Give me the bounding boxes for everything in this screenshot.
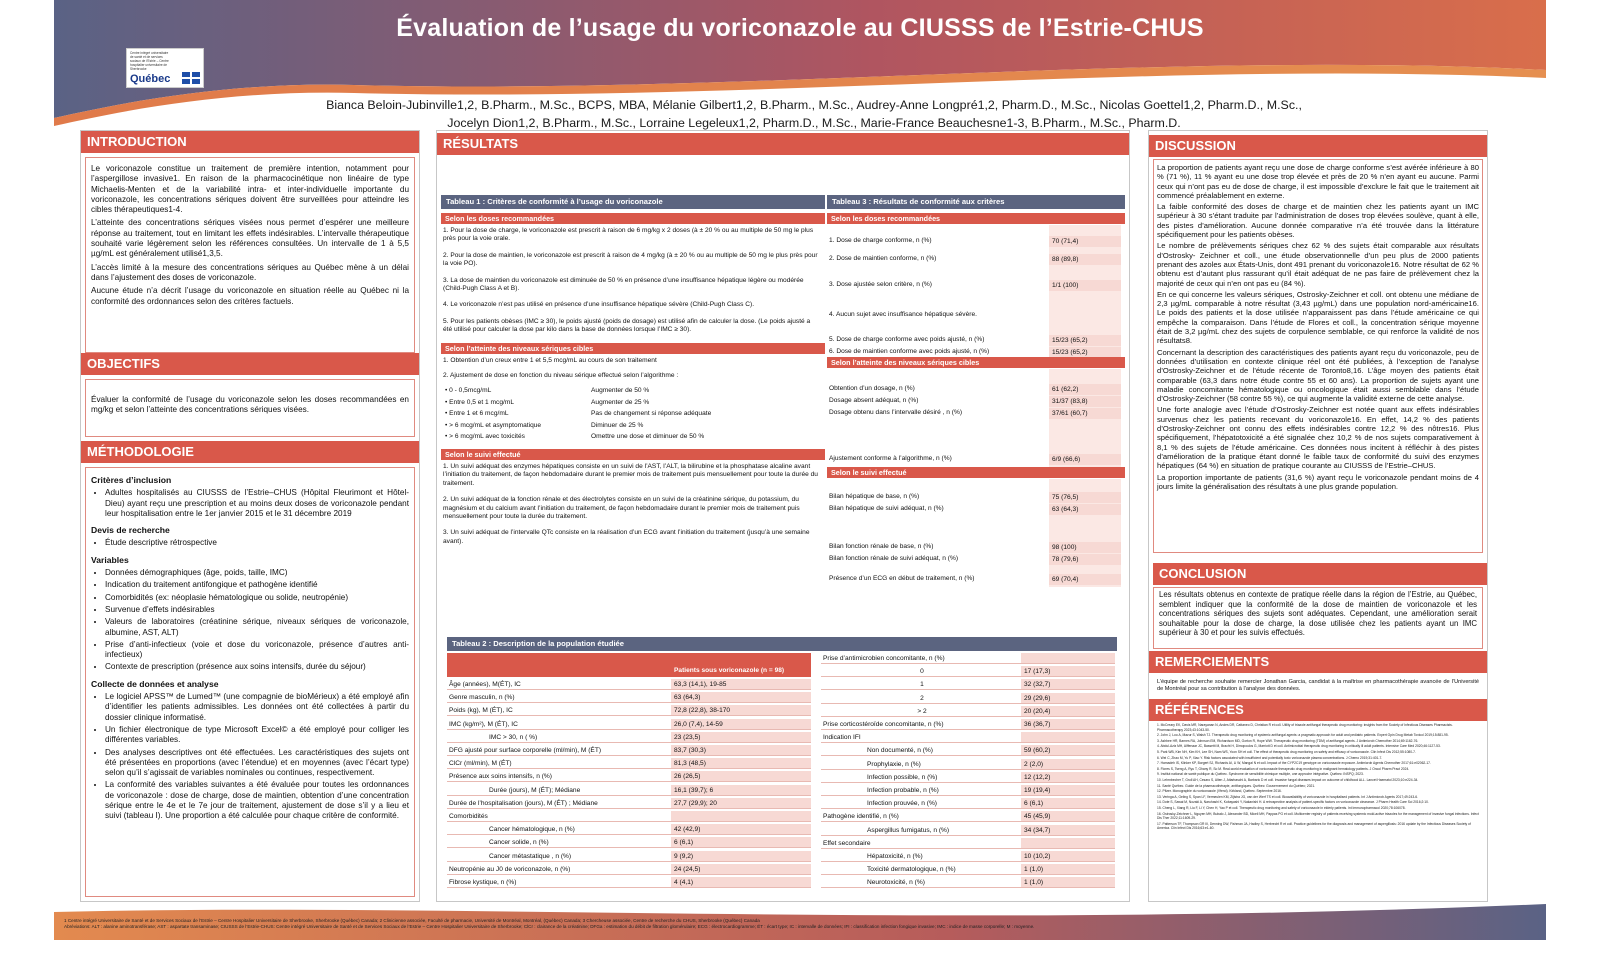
authors [234, 96, 1394, 132]
method-list-item: • Contexte de prescription (présence aux soins intensifs, durée du séjour) [105, 662, 409, 672]
table2-row [447, 732, 811, 743]
table1-criterion: 5. Pour les patients obèses (IMC ≥ 30), le poids ajusté (poids de dosage) est utilisé afin de calculer la dose. (Le poids ajusté a été utilisé pour calculer la dose par kilo dans la base de données lorsque l’IMC ≥ 30). [443, 317, 811, 334]
table2-row [447, 811, 811, 822]
table2-title: Tableau 2 : Description de la population étudiée [447, 637, 1117, 651]
references-list [1157, 723, 1479, 832]
conclusion-body: Les résultats obtenus en contexte de pratique réelle dans la région de l’Estrie, au Québec, semblent indiquer que la conformité de la dose de maintien de voriconazole et les concentrations sériques des sujets sont adéquates. Cependant, une amélioration serait souhaitable pour la dose de charge, la dose utilisée chez les patients ayant un IMC supérieur à 30 et pour les suivis effectués. [1159, 590, 1477, 638]
table3-row-value: 31/37 (83,8) [1049, 396, 1121, 407]
table2-row [821, 666, 1115, 677]
table2-row-label: Hépatoxicité, n (%) [821, 851, 1021, 862]
table3-row-label: Dosage obtenu dans l’intervalle désiré , n (%) [829, 409, 963, 416]
table2-row-label: Infection possible, n (%) [821, 772, 1021, 783]
table2-row-value: 20 (20,4) [1021, 706, 1115, 717]
objectifs-heading: OBJECTIFS [81, 353, 419, 375]
table2-row [447, 719, 811, 730]
references-heading: RÉFÉRENCES [1149, 699, 1487, 721]
logo-brand: Québec [130, 73, 171, 85]
table2-row-value: 10 (10,2) [1021, 851, 1115, 862]
table2-row-label: Indication IFI [821, 732, 1021, 743]
table2-row-value: 83,7 (30,3) [671, 745, 811, 756]
algorithm-range: • 0 - 0,5mcg/mL [445, 387, 492, 395]
method-list-item: • Un fichier électronique de type Microsoft Excel© a été employé pour colliger les différentes variables. [105, 725, 409, 746]
table3-row-value: 88 (89,8) [1049, 254, 1121, 265]
table1-section-heading: Selon l’atteinte des niveaux sériques cibles [441, 343, 825, 354]
method-list [91, 692, 409, 822]
discussion-paragraph: La proportion de patients ayant reçu une dose de charge conforme s’est avérée inférieure à 80 % (71 %), 11 % ayant eu une dose trop élevée et près de 20 % n’en ayant eu aucune. Parmi ceux qui n’ont pas eu de dose de charge, il est impossible d’exclure le fait que le traitement ait commencé préalablement en externe. [1157, 163, 1479, 200]
table3-title: Tableau 3 : Résultats de conformité aux critères [827, 195, 1125, 209]
poster-title: Évaluation de l’usage du voriconazole au CIUSSS de l’Estrie-CHUS [396, 14, 1204, 42]
poster-footer [54, 900, 1546, 940]
table2-row-label: 1 [821, 679, 1021, 690]
table3-row-value: 61 (62,2) [1049, 384, 1121, 395]
table2-row-value: 1 (1,0) [1021, 864, 1115, 875]
table2-row-value: 19 (19,4) [1021, 785, 1115, 796]
table2-row-value: 42 (42,9) [671, 824, 811, 835]
table2-row-label: Fibrose kystique, n (%) [447, 877, 671, 888]
method-subheading: Critères d’inclusion [91, 475, 172, 485]
table2-row-value: 6 (6,1) [671, 837, 811, 848]
discussion-heading: DISCUSSION [1149, 135, 1487, 157]
table2-row-label: Effet secondaire [821, 838, 1021, 849]
table2-row-label: Infection probable, n (%) [821, 785, 1021, 796]
table2-row-value: 72,8 (22,8), 38-170 [671, 705, 811, 716]
method-list-item: • Indication du traitement antifongique et pathogène identifié [105, 580, 409, 590]
table2-row-value [1021, 838, 1115, 849]
table3-row-label: 4. Aucun sujet avec insuffisance hépatique sévère. [829, 311, 977, 318]
table3-section-heading: Selon l’atteinte des niveaux sériques cibles [827, 357, 1125, 368]
method-list-item: • Étude descriptive rétrospective [105, 538, 409, 548]
method-list [91, 538, 409, 548]
reference-item: 1. McCreary EK, Davis MR, Narayanan N, Andes DR, Cattaneo D, Christian R et coll. Utility of triazole antifungal therapeutic drug monitoring: insights from the Society of Infectious Diseases Pharmacists. Pharmacotherapy 2023;43:1043-50. [1157, 723, 1453, 732]
table1-criterion: 2. Ajustement de dose en fonction du niveau sérique effectué selon l’algorithme : [443, 372, 679, 379]
reference-item: 15. Cheng L, Xiang R, Liu F, Li Y, Chen H, Yao P et coll. Therapeutic drug monitoring and safety of voriconazole in elderly patients. Int Immunopharmacol 2020;78:106078. [1157, 805, 1406, 810]
table2-row [447, 864, 811, 875]
table3-section-heading: Selon les doses recommandées [827, 213, 1125, 224]
table2-row-label: Cancer solide, n (%) [447, 837, 671, 848]
algorithm-action: Pas de changement si réponse adéquate [591, 410, 712, 418]
table1-criterion: 2. Pour la dose de maintien, le voriconazole est prescrit à raison de 4 mg/kg (à ± 20 % ou au multiple de 50 mg le plus près pour la voie PO). [443, 251, 818, 268]
table2-row-value: 23 (23,5) [671, 732, 811, 743]
table2-row-value: 81,3 (48,5) [671, 758, 811, 769]
table3-row-value: 15/23 (65,2) [1049, 347, 1121, 358]
reference-item: 12. Pfizer. Monographie du voriconazole (Vfend). Kirkland, Québec. Septembre 2016. [1157, 789, 1282, 794]
discussion-paragraph: En ce qui concerne les valeurs sériques, Ostrosky-Zeichner et coll. ont obtenu une médiane de 2,3 µg/mL comparable à notre résultat (3,43 µg/mL) dans une population nord-américaine16. Le poids des patients et la dose utilisée n’apparaissent pas dans l’étude américaine ce qui empêche la comparaison. Dans l’étude de Flores et coll., la concentration sérique moyenne était de 3,2 µg/mL chez des sujets de corpulence semblable, ce qui renforce la validité de nos résultats8. [1157, 289, 1479, 346]
table2-row-value: 26,0 (7,4), 14-59 [671, 719, 811, 730]
table2-row-value: 26 (26,5) [671, 771, 811, 782]
algorithm-range: • > 6 mcg/mL avec toxicités [445, 433, 525, 441]
discussion-paragraph: La proportion importante de patients (31,6 %) ayant reçu le voriconazole pendant moins de 4 jours limite la généralisation des résultats à une plus grande population. [1157, 472, 1479, 491]
table2-row-value: 12 (12,2) [1021, 772, 1115, 783]
methodologie-body [91, 469, 409, 825]
table2-row-label: Présence aux soins intensifs, n (%) [447, 771, 671, 782]
reference-item: 8. Flores S, Tseng A, Ryu T, Ghany R, So M. Real-world evaluation of voriconazole therapeutic drug monitoring in malignant hematology patients. J Oncol Pharm Pract 2024. [1157, 766, 1410, 771]
table3-row-value: 6/9 (66,6) [1049, 454, 1121, 465]
resultats-heading: RÉSULTATS [437, 133, 1129, 155]
table1-criterion: 1. Un suivi adéquat des enzymes hépatiques consiste en un suivi de l’AST, l’ALT, la bilirubine et la phosphatase alcaline avant l’initiation du traitement, de façon hebdomadaire durant le premier mois de traitement puis mensuellement pour toute la durée du traitement. [443, 462, 818, 487]
authors-line-2: Jocelyn Dion1,2, B.Pharm., M.Sc., Lorraine Legeleux1,2, Pharm.D., M.Sc., Marie-France Beauchesne1-3, B.Pharm., M.Sc., Pharm.D. [447, 116, 1181, 130]
table1-criterion: 4. Le voriconazole n’est pas utilisé en présence d’une insuffisance hépatique sévère (Child-Pugh Class C). [443, 301, 755, 309]
reference-item: 16. Ostrosky-Zeichner L, Nguyen MH, Bubalo J, Alexander BD, Miceli MH, Pappas PG et coll. Multicenter registry of patients receiving systemic mold-active triazoles for the management of invasive fungal infections. Infect Dis Ther 2022;11:1609-29. [1157, 811, 1479, 821]
reference-item: 6. Wei C, Zhao M, Yu P, Xiao Y. Risk factors associated with insufficient and potentially toxic voriconazole plasma concentrations. J Chemo 2019;31:401-7. [1157, 755, 1383, 760]
table3-row-label: Présence d’un ECG en début de traitement, n (%) [829, 575, 975, 582]
table2-row-value: 9 (9,2) [671, 851, 811, 862]
table2-row-value: 2 (2,0) [1021, 759, 1115, 770]
footer-affiliations: 1 Centre intégré Universitaire de Santé et de Services Sociaux de l’Estrie – Centre Hospitalier Universitaire de Sherbrooke, Sherbrooke (Québec) Canada; 2 Clinicienne associée, Faculté de pharmacie, Université de Montréal, Montréal, (Québec) Canada; 3 Chercheuse associée, Centre de recherche du CHUS, Sherbrooke (Québec) Canada [64, 918, 760, 923]
discussion-paragraph: Le nombre de prélèvements sériques chez 62 % des sujets était comparable aux résultats d’Ostrosky- Zeichner et coll., une étude observationnelle d’un peu plus de 2000 patients prenant des azoles aux États-Unis, dont 491 prenant du voriconazole16. Notre résultat de 62 % obtenu est d’autant plus rassurant qu’il était adéquat de ne pas faire de prélèvement chez la majorité de ceux qui n’en ont pas eu (84 %). [1157, 241, 1479, 288]
table1-criterion: 3. La dose de maintien du voriconazole est diminuée de 50 % en présence d’une insuffisance hépatique légère ou modérée (Child-Pugh Class A et B). [443, 276, 804, 292]
reference-item: 2. John J, Loo A, Mazur S, Walsh TJ. Therapeutic drug monitoring of systemic antifungal agents: a pragmatic approach for adult and pediatric patients. Expert Opin Drug Metab Toxicol 2019;15:881-95. [1157, 733, 1449, 738]
table2-row-label: Prise d’antimicrobien concomitante, n (%) [821, 653, 1021, 664]
table3-row-value: 63 (64,3) [1049, 504, 1121, 515]
table3-row-value: 75 (76,5) [1049, 492, 1121, 503]
logo-fine-print: Centre intégré universitaire de santé et de services sociaux de l’Estrie – Centre hospitalier universitaire de Sherbrooke [130, 51, 169, 71]
authors-line-1: Bianca Beloin-Jubinville1,2, B.Pharm., M.Sc., BCPS, MBA, Mélanie Gilbert1,2, B.Pharm., M.Sc., Audrey-Anne Longpré1,2, Pharm.D., M.Sc., Nicolas Goettel1,2, Pharm.D., M.Sc., [326, 98, 1302, 112]
results-column [436, 130, 1130, 902]
table3-row-label: Dosage absent adéquat, n (%) [829, 397, 919, 404]
table2-row [821, 785, 1115, 796]
reference-item: 17. Patterson TF, Thompson GR III, Denning DW, Fishman JA, Hadley S, Herbrecht R et coll. Practice guidelines for the diagnosis and management of aspergillosis: 2016 update by the Infectious Diseases Society of America. Clin Infect Dis 2016;63:e1-60. [1157, 821, 1471, 831]
algorithm-range: • Entre 1 et 6 mcg/mL [445, 410, 509, 418]
algorithm-action: Augmenter de 25 % [591, 398, 650, 406]
introduction-heading: INTRODUCTION [81, 131, 419, 153]
table2-row-label: Neutropénie au J0 de voriconazole, n (%) [447, 864, 671, 875]
table1-section-heading: Selon le suivi effectué [441, 449, 825, 460]
table2-row-label: IMC > 30, n ( %) [447, 732, 671, 743]
table2-row [821, 864, 1115, 875]
table2-row-value: 32 (32,7) [1021, 679, 1115, 690]
table2-row-label: Durée (jours), M (ÉT); Médiane [447, 785, 671, 796]
footer-text [64, 918, 1244, 930]
reference-item: 7. Hamadeh IS, Klinker KP, Borgert SJ, Richards AI, Li W, Mangal N et coll. Impact of the CYP2C19 genotype on voriconazole exposure. Antimicrob Agents Chemother 2017;61:e02062-17. [1157, 761, 1431, 766]
algorithm-action: Augmenter de 50 % [591, 387, 650, 395]
table2-row [821, 693, 1115, 704]
method-list-item: • Prise d’anti-infectieux (voie et dose du voriconazole, présence d’autres anti-infectieux) [105, 640, 409, 661]
table3-row-label: Bilan fonction rénale de base, n (%) [829, 543, 934, 550]
table2-row-label: Durée de l’hospitalisation (jours), M (ÉT) ; Médiane [447, 798, 671, 809]
table2-row-value: 24 (24,5) [671, 864, 811, 875]
table3-row-label: Ajustement conforme à l’algorithme, n (%) [829, 455, 952, 462]
table2-row [821, 877, 1115, 888]
table3-row-label: 3. Dose ajustée selon critère, n (%) [829, 281, 932, 288]
table2-row [447, 785, 811, 796]
table2-header-blank [447, 653, 671, 677]
table2-row [821, 706, 1115, 717]
table2-row-label: Infection prouvée, n (%) [821, 798, 1021, 809]
remerciements-heading: REMERCIEMENTS [1149, 651, 1487, 673]
introduction-paragraph: Aucune étude n’a décrit l’usage du voriconazole en situation réelle au Québec ni la conformité des ordonnances selon des critères factuels. [91, 286, 409, 306]
table1-title: Tableau 1 : Critères de conformité à l’usage du voriconazole [441, 195, 825, 209]
reference-item: 9. Institut national de santé publique du Québec. Syndrome de sensibilité chimique multiple, une approche intégrative. Québec: INSPQ; 2023. [1157, 772, 1364, 777]
table2-row-label: Toxicité dermatologique, n (%) [821, 864, 1021, 875]
table2-row [821, 798, 1115, 809]
table2-row [821, 653, 1115, 664]
table2-row-label: DFG ajusté pour surface corporelle (ml/min), M (ÉT) [447, 745, 671, 756]
table2-row-value: 29 (29,6) [1021, 693, 1115, 704]
table2-row [447, 837, 811, 848]
table2-row-label: ClCr (ml/min), M (ÉT) [447, 758, 671, 769]
method-subheading: Variables [91, 554, 129, 565]
table2-row-value [1021, 732, 1115, 743]
table2-row [821, 745, 1115, 756]
table2-row [447, 771, 811, 782]
table3-row-label: Bilan fonction rénale de suivi adéquat, n (%) [829, 555, 959, 562]
table2-row-value: 27,7 (29,9); 20 [671, 798, 811, 809]
algorithm-range: • Entre 0,5 et 1 mcg/mL [445, 398, 515, 406]
introduction-paragraph: L’atteinte des concentrations sériques visées nous permet d’espérer une meilleure réponse au traitement, tout en limitant les effets indésirables. L’intervalle thérapeutique souhaité varie légèrement selon les références consultées. Un intervalle de 1 à 5,5 µg/mL est généralement utilisé1,3,5. [91, 218, 409, 259]
table2-row [821, 679, 1115, 690]
table2-row-label: Aspergillus fumigatus, n (%) [821, 825, 1021, 836]
table2-row-value [1021, 653, 1115, 664]
method-list-item: • Le logiciel APSS™ de Lumed™ (une compagnie de bioMérieux) a été employé afin d’identifier les patients admissibles. Les données ont été collectées à partir du dossier clinique informatisé. [105, 692, 409, 723]
table3-row-value: 37/61 (60,7) [1049, 408, 1121, 419]
table2-row-label: 2 [821, 693, 1021, 704]
introduction-paragraph: Le voriconazole constitue un traitement de première intention, notamment pour l’aspergillose invasive1. En raison de la pharmacocinétique non linéaire de type Michaelis-Menten et de la variabilité intra- et inter-individuelle importante du voriconazole, les concentrations sériques doivent être surveillées pour atteindre les cibles thérapeutiques1-4. [91, 164, 409, 215]
remerciements-body: L’équipe de recherche souhaite remercier Jonathan Garcia, candidat à la maîtrise en pharmacothérapie avancée de l’Université de Montréal pour sa contribution à l’analyse des données. [1157, 679, 1479, 692]
table3-row-value: 15/23 (65,2) [1049, 335, 1121, 346]
table2-row [821, 811, 1115, 822]
method-list [91, 488, 409, 519]
method-list-item: • Survenue d’effets indésirables [105, 605, 409, 615]
conclusion-heading: CONCLUSION [1153, 563, 1487, 585]
algorithm-range: • > 6 mcg/mL et asymptomatique [445, 421, 542, 429]
table3-row-label: 1. Dose de charge conforme, n (%) [829, 237, 932, 244]
algorithm-action: Diminuer de 25 % [591, 421, 644, 429]
table3-row-label: 6. Dose de maintien conforme avec poids ajusté, n (%) [829, 348, 990, 355]
discussion-paragraph: La faible conformité des doses de charge et de maintien chez les patients ayant un IMC supérieur à 30 s’étant traduite par l’administration de doses trop élevées soulève, quant à elle, des pistes d’amélioration. Aucune donnée comparative n’a été trouvée dans la littérature spécifiquement pour les patients obèses. [1157, 202, 1479, 240]
table2-row-value: 6 (6,1) [1021, 798, 1115, 809]
table2-row [447, 745, 811, 756]
table2-row-label: Comorbidités [447, 811, 671, 822]
table2-row [447, 877, 811, 888]
table2-row-label: Poids (kg), M (ÉT), IC [447, 705, 671, 716]
table3-row-value: 70 (71,4) [1049, 236, 1121, 247]
table2-row [447, 679, 811, 690]
table2-row [447, 851, 811, 862]
table2-row-label: Prise corticostéroïde concomitante, n (%) [821, 719, 1021, 730]
table3-row-label: Obtention d’un dosage, n (%) [829, 385, 915, 392]
method-subheading: Collecte de données et analyse [91, 678, 219, 689]
table2-row-value: 59 (60,2) [1021, 745, 1115, 756]
quebec-flag-icon [182, 72, 200, 84]
table2-row [447, 692, 811, 703]
table2-row-label: Non documenté, n (%) [821, 745, 1021, 756]
algorithm-action: Omettre une dose et diminuer de 50 % [591, 433, 705, 441]
table1-criterion: 2. Un suivi adéquat de la fonction rénale et des électrolytes consiste en un suivi de la créatinine sérique, du potassium, du magnésium et du calcium avant l’initiation du traitement, de façon hebdomadaire durant le premier mois de traitement puis mensuellement pour toute la durée du traitement. [443, 496, 800, 520]
objectifs-body: Évaluer la conformité de l’usage du voriconazole selon les doses recommandées en mg/kg et selon l’atteinte des concentrations sériques visées. [91, 395, 409, 415]
table2-row-label: Cancer hématologique, n (%) [447, 824, 671, 835]
introduction-paragraph: L’accès limité à la mesure des concentrations sériques au Québec mène à un délai dans l’ajustement des doses de voriconazole. [91, 262, 409, 282]
table2-row-label: 0 [821, 666, 1021, 677]
table2-row-value: 4 (4,1) [671, 877, 811, 888]
table2-row-value: 63,3 (14,1), 19-85 [671, 679, 811, 690]
methodologie-heading: MÉTHODOLOGIE [81, 441, 419, 463]
table2-row-value [671, 811, 811, 822]
method-list-item: • La conformité des variables suivantes a été évaluée pour toutes les ordonnances de voriconazole : dose de charge, dose de maintien, obtention d’une concentration sérique entre le 4e et le 7e jour de traitement, ajustement de dose s’il y a lieu et suivi (tableau I). Une proportion a été calculée pour chaque critère de conformité. [105, 780, 409, 821]
table2-row [821, 838, 1115, 849]
table2-row-label: Prophylaxie, n (%) [821, 759, 1021, 770]
poster-header [54, 0, 1546, 138]
table2-row-label: Âge (années), M(ÉT), IC [447, 679, 671, 690]
table3-row-label: Bilan hépatique de suivi adéquat, n (%) [829, 505, 944, 512]
footer-abbreviations: Abréviations: ALT : alanine aminotransférase; AST : aspartate transaminase; CIUSSS de l’Estrie-CHUS: Centre intégré Universitaire de Santé et de Services Sociaux de l’Estrie – Centre Hospitalier Universitaire de Sherbrooke; ClCr : clairance de la créatinine; DFGa : estimation du débit de filtration glomérulaire; ECG : électrocardiogramme; ÉT : écart type; IC : intervalle de données; IFI : classification infection fongique invasive; IMC : indice de masse corporelle; M : moyenne. [64, 924, 1035, 929]
table2-row-label: Pathogène identifié, n (%) [821, 811, 1021, 822]
table2-row-value: 17 (17,3) [1021, 666, 1115, 677]
table2-row [821, 759, 1115, 770]
table1-criterion: 1. Obtention d’un creux entre 1 et 5,5 mcg/mL au cours de son traitement [443, 356, 657, 364]
table2-row [447, 758, 811, 769]
table1-criterion: 3. Un suivi adéquat de l’intervalle QTc consiste en la réalisation d’un ECG avant l’initiation du traitement (jusqu’à une semaine avant). [443, 529, 810, 545]
table2-row [447, 824, 811, 835]
reference-item: 5. Park WB, Kim NH, Kim KH, Lee SH, Nam WS, Yoon SH et coll. The effect of therapeutic drug monitoring on safety and efficacy of voriconazole. Clin Infect Dis 2012;55:1080-7. [1157, 749, 1416, 754]
reference-item: 11. Santé Québec. Guide de la pharmacothérapie, antifongiques. Québec: Gouvernement du Québec; 2021. [1157, 783, 1316, 788]
table2-row-value: 63 (64,3) [671, 692, 811, 703]
table3-section-heading: Selon le suivi effectué [827, 467, 1125, 478]
table3-row-label: 2. Dose de maintien conforme, n (%) [829, 255, 937, 262]
table2-row [447, 705, 811, 716]
table2-row-label: IMC (kg/m²), M (ÉT), IC [447, 719, 671, 730]
method-list-item: • Des analyses descriptives ont été effectuées. Les caractéristiques des sujets ont été présentées en proportions (avec l’étendue) et en moyennes (avec l’écart type) selon qu’il s’agissait de variables nominales ou continues, respectivement. [105, 748, 409, 779]
method-subheading: Devis de recherche [91, 525, 170, 536]
table2-row-label: Genre masculin, n (%) [447, 692, 671, 703]
table2-row [821, 719, 1115, 730]
table2-row-label: Cancer métastatique , n (%) [447, 851, 671, 862]
table3-row-value: 78 (79,6) [1049, 554, 1121, 565]
left-column [80, 130, 420, 902]
institution-logo [126, 48, 204, 88]
reference-item: 13. Veringa A, Geling S, Span LF, Vermeulen KM, Zijlstra JG, van der Werf TS et coll. Bioavailability of voriconazole in hospitalised patients. Int J Antimicrob Agents 2017;49:243-6. [1157, 794, 1419, 799]
table2-column-header: Patients sous voriconazole (n = 98) [671, 653, 811, 677]
reference-item: 14. Dote S, Sawai M, Nozaki A, Naruhashi K, Kobayashi Y, Nakanishi H. A retrospective analysis of patient-specific factors on voriconazole clearance. J Pharm Health Care Sci 2016;2:10. [1157, 800, 1429, 805]
table3-row-value: 1/1 (100) [1049, 280, 1121, 291]
table2-row-value: 1 (1,0) [1021, 877, 1115, 888]
table2-row-label: Neurotoxicité, n (%) [821, 877, 1021, 888]
table2-row-value: 45 (45,9) [1021, 811, 1115, 822]
table2-row [821, 772, 1115, 783]
table3-row-label: 5. Dose de charge conforme avec poids ajusté, n (%) [829, 336, 985, 343]
method-list-item: • Valeurs de laboratoires (créatinine sérique, niveaux sériques de voriconazole, albumine, AST, ALT) [105, 617, 409, 638]
reference-item: 4. Abdul-Aziz MH, Alffenaar JC, Bassetti M, Bracht H, Dimopoulos G, Marriott D et coll. Antimicrobial therapeutic drug monitoring in critically ill adult patients. Intensive Care Med 2020;46:1127-53. [1157, 744, 1441, 749]
table2-row [447, 798, 811, 809]
discussion-body [1157, 163, 1479, 493]
table2-row-value: 16,1 (39,7); 6 [671, 785, 811, 796]
method-list-item: • Comorbidités (ex: néoplasie hématologique ou solide, neutropénie) [105, 593, 409, 603]
table3-row-value: 98 (100) [1049, 542, 1121, 553]
table2-row-value: 34 (34,7) [1021, 825, 1115, 836]
right-column [1148, 130, 1488, 902]
table2-row [821, 825, 1115, 836]
method-list [91, 568, 409, 673]
table2-row-value: 36 (36,7) [1021, 719, 1115, 730]
table3-row-label: Bilan hépatique de base, n (%) [829, 493, 920, 500]
table1-criterion: 1. Pour la dose de charge, le voriconazole est prescrit à raison de 6 mg/kg x 2 doses (à ± 20 % ou au multiple de 50 mg le plus près pour la voie orale. [443, 227, 814, 243]
method-list-item: • Données démographiques (âge, poids, taille, IMC) [105, 568, 409, 578]
table2-row [821, 851, 1115, 862]
method-list-item: • Adultes hospitalisés au CIUSSS de l’Estrie–CHUS (Hôpital Fleurimont et Hôtel-Dieu) ayant reçu une prescription et au moins deux doses de voriconazole pendant leur hospitalisation entre le 1er janvier 2015 et le 31 décembre 2019 [105, 488, 409, 519]
introduction-body [91, 164, 409, 310]
discussion-paragraph: Une forte analogie avec l’étude d’Ostrosky-Zeichner est notée quant aux effets indésirables survenus chez les patients recevant du voriconazole16. En effet, 14,2 % des patients d’Ostrosky-Zeichner ont connu des effets indésirables contre 12,2 % des nôtres16. Plus spécifiquement, l’hépatotoxicité a été signalée chez 10,2 % de nos sujets comparativement à 8,1 % des sujets de l’étude américaine. Ces données nous incitent à réfléchir à des pistes d’amélioration de la pratique étant donné le faible taux de conformité du suivi des enzymes hépatiques (64 %) en situation de pratique courante au CIUSSS de l’Estrie–CHUS. [1157, 405, 1479, 471]
table2-row [821, 732, 1115, 743]
table1-section-heading: Selon les doses recommandées [441, 213, 825, 224]
discussion-paragraph: Concernant la description des caractéristiques des patients ayant reçu du voriconazole, peu de données d’utilisation en contexte clinique réel ont été publiées, à l’exception de l’analyse d’Ostrosky-Zeichner et de l’étude récente de Toronto8,16. L’âge moyen des patients était comparable (63,3 dans notre étude contre 55 et 60 ans). La proportion de sujets ayant une maladie concomitante hématologique ou oncologique était aussi semblable dans l’étude d’Ostrosky-Zeichner (58 contre 55 %), ce qui augmente la validité externe de cette analyse. [1157, 347, 1479, 404]
reference-item: 3. Ashbee HR, Barnes RA, Johnson EM, Richardson MD, Gorton R, Hope WW. Therapeutic drug monitoring (TDM) of antifungal agents. J Antimicrob Chemother 2014;69:1162-76. [1157, 738, 1419, 743]
reference-item: 10. Lehrnbecher T, Groll AH, Cesaro S, Alten J, Attarbaschi A, Barbaric D et coll. Invasive fungal diseases impact on outcome of childhood ALL. Lancet Haematol 2023;10:e224-34. [1157, 777, 1419, 782]
table2-row-label: > 2 [821, 706, 1021, 717]
table3-row-value: 69 (70,4) [1049, 574, 1121, 585]
